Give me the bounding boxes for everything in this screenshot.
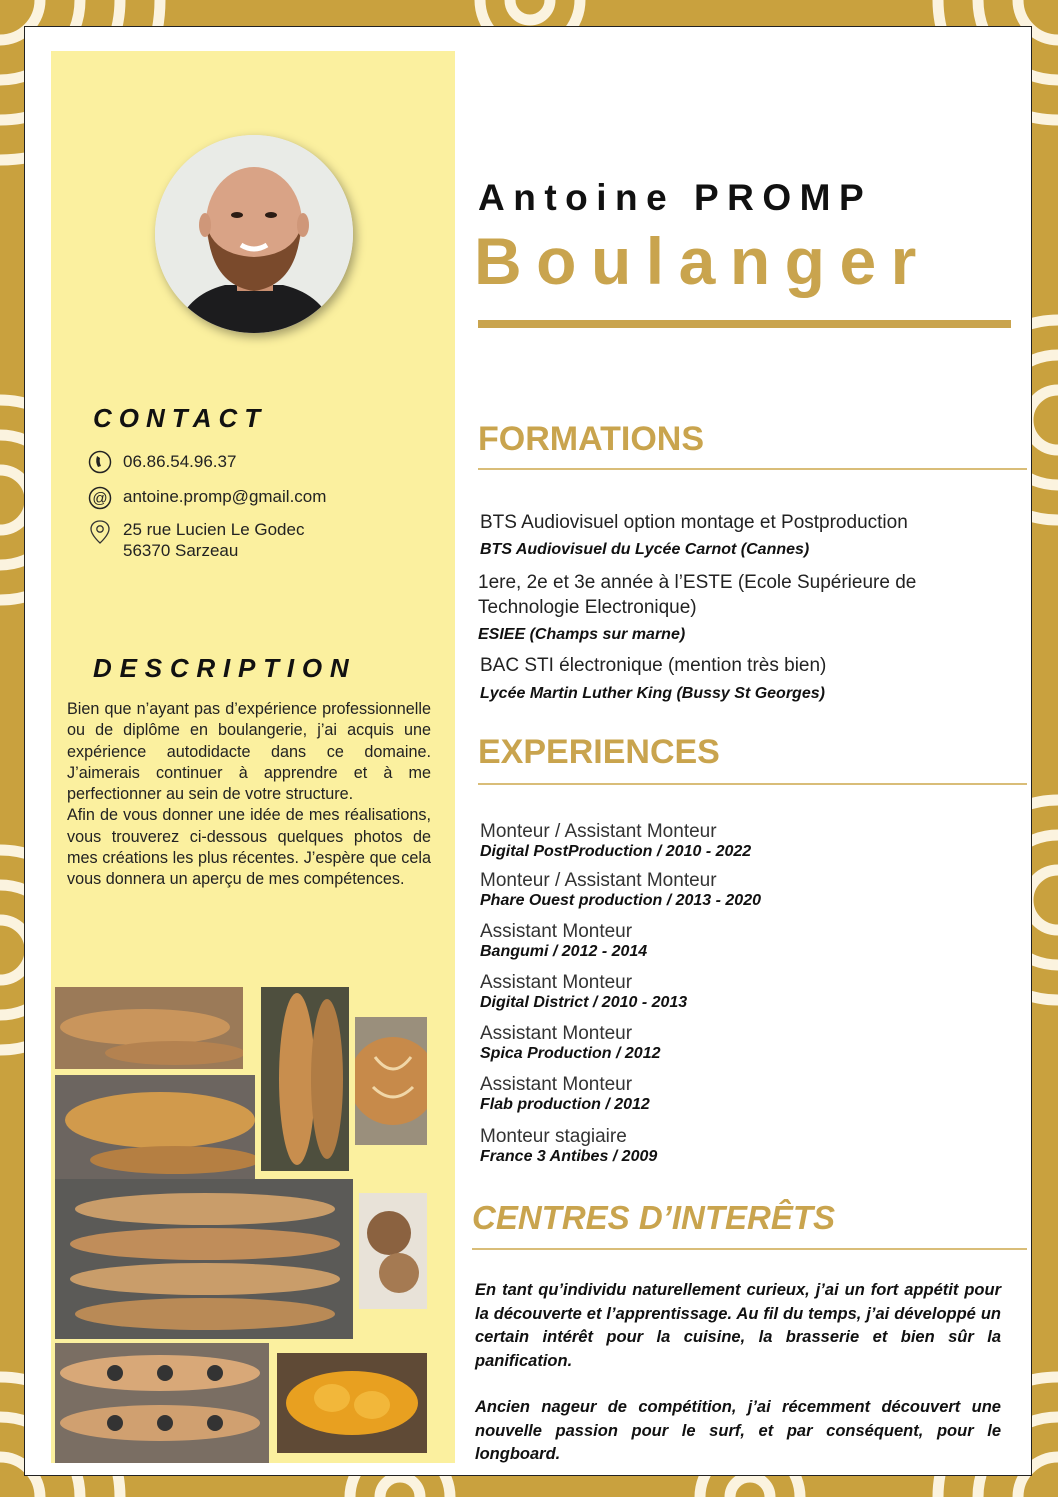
at-icon bbox=[87, 485, 113, 511]
photo-baguettes-2 bbox=[55, 1075, 255, 1179]
formation-2-title: 1ere, 2e et 3e année à l’ESTE (Ecole Supérieure de bbox=[478, 572, 917, 593]
interests-title: CENTRES D’INTERÊTS bbox=[472, 1199, 836, 1236]
email-address[interactable]: antoine.promp@gmail.com bbox=[123, 487, 327, 506]
experience-6-company: Flab production / 2012 bbox=[480, 1096, 650, 1113]
experience-4-company: Digital District / 2010 - 2013 bbox=[480, 994, 688, 1011]
title-underline bbox=[478, 320, 1011, 328]
sidebar bbox=[51, 51, 455, 1463]
address-line-2: 56370 Sarzeau bbox=[123, 541, 239, 560]
experience-3-company: Bangumi / 2012 - 2014 bbox=[480, 943, 648, 960]
experience-2-role: Monteur / Assistant Monteur bbox=[480, 870, 717, 891]
formations-rule bbox=[478, 468, 1027, 470]
location-pin-icon bbox=[87, 519, 113, 545]
avatar bbox=[155, 135, 353, 333]
experiences-rule bbox=[478, 783, 1027, 785]
photo-bread-crumb bbox=[359, 1193, 427, 1309]
contact-address-row bbox=[87, 519, 304, 561]
experience-1-company: Digital PostProduction / 2010 - 2022 bbox=[480, 843, 752, 860]
portrait-photo bbox=[155, 135, 353, 333]
formation-2-school: ESIEE (Champs sur marne) bbox=[478, 626, 686, 643]
phone-icon bbox=[87, 449, 113, 475]
formation-3-title: BAC STI électronique (mention très bien) bbox=[480, 655, 827, 676]
formation-2-title-line2: Technologie Electronique) bbox=[478, 597, 697, 618]
experience-2-company: Phare Ouest production / 2013 - 2020 bbox=[480, 892, 761, 909]
description-text bbox=[67, 699, 431, 891]
interests-text bbox=[475, 1279, 1001, 1476]
photo-baguettes-3 bbox=[261, 987, 349, 1171]
experience-1-role: Monteur / Assistant Monteur bbox=[480, 821, 717, 842]
svg-text:@: @ bbox=[92, 490, 108, 507]
description-title: DESCRIPTION bbox=[93, 653, 357, 683]
job-title: Boulanger bbox=[474, 224, 931, 298]
resume-page bbox=[24, 26, 1032, 1476]
experience-6-role: Assistant Monteur bbox=[480, 1074, 633, 1095]
photo-baguettes-1 bbox=[55, 987, 243, 1069]
experience-7-company: France 3 Antibes / 2009 bbox=[480, 1148, 658, 1165]
photo-brioche bbox=[277, 1353, 427, 1453]
description-paragraph-1: Bien que n’ayant pas d’expérience professionnelle ou de diplôme en boulangerie, j’ai acquis une expérience autodidacte dans ce domaine. J’aimerais continuer à apprendre et à me perfectionner au sein de votre structure. bbox=[67, 700, 431, 804]
experience-5-role: Assistant Monteur bbox=[480, 1023, 633, 1044]
full-name: Antoine PROMP bbox=[478, 177, 873, 218]
formations-title: FORMATIONS bbox=[478, 420, 705, 458]
contact-phone-row bbox=[87, 449, 236, 475]
interests-paragraph-1: En tant qu’individu naturellement curieux, j’ai un fort appétit pour la découverte et l’apprentissage. Au fil du temps, j’ai développé un certain intérêt pour la cuisine, la brasserie et bien sûr la panification. bbox=[475, 1281, 1001, 1370]
photo-round-loaf bbox=[355, 1017, 427, 1145]
experiences-title: EXPERIENCES bbox=[478, 733, 720, 771]
formation-1-title: BTS Audiovisuel option montage et Postproduction bbox=[480, 512, 908, 533]
interests-paragraph-2: Ancien nageur de compétition, j’ai récemment découvert une nouvelle passion pour le surf, et par conséquent, pour le longboard. bbox=[475, 1398, 1001, 1463]
experience-3-role: Assistant Monteur bbox=[480, 921, 633, 942]
formation-1-school: BTS Audiovisuel du Lycée Carnot (Cannes) bbox=[480, 541, 810, 558]
description-paragraph-2: Afin de vous donner une idée de mes réalisations, vous trouverez ci-dessous quelques photos de mes créations les plus récentes. J’espère que cela vous donnera un aperçu de mes compétences. bbox=[67, 806, 431, 889]
photo-poppy-baguettes bbox=[55, 1343, 269, 1463]
experience-7-role: Monteur stagiaire bbox=[480, 1126, 627, 1147]
contact-email-row bbox=[87, 485, 326, 511]
formation-3-school: Lycée Martin Luther King (Bussy St Georges) bbox=[480, 685, 825, 702]
contact-title: CONTACT bbox=[93, 403, 268, 433]
experience-5-company: Spica Production / 2012 bbox=[480, 1045, 661, 1062]
photo-baguettes-4 bbox=[55, 1179, 353, 1339]
experience-4-role: Assistant Monteur bbox=[480, 972, 633, 993]
bread-photo-gallery bbox=[55, 987, 427, 1463]
address bbox=[123, 519, 304, 561]
address-line-1: 25 rue Lucien Le Godec bbox=[123, 520, 305, 539]
phone-number[interactable]: 06.86.54.96.37 bbox=[123, 452, 237, 471]
interests-rule bbox=[472, 1248, 1027, 1250]
